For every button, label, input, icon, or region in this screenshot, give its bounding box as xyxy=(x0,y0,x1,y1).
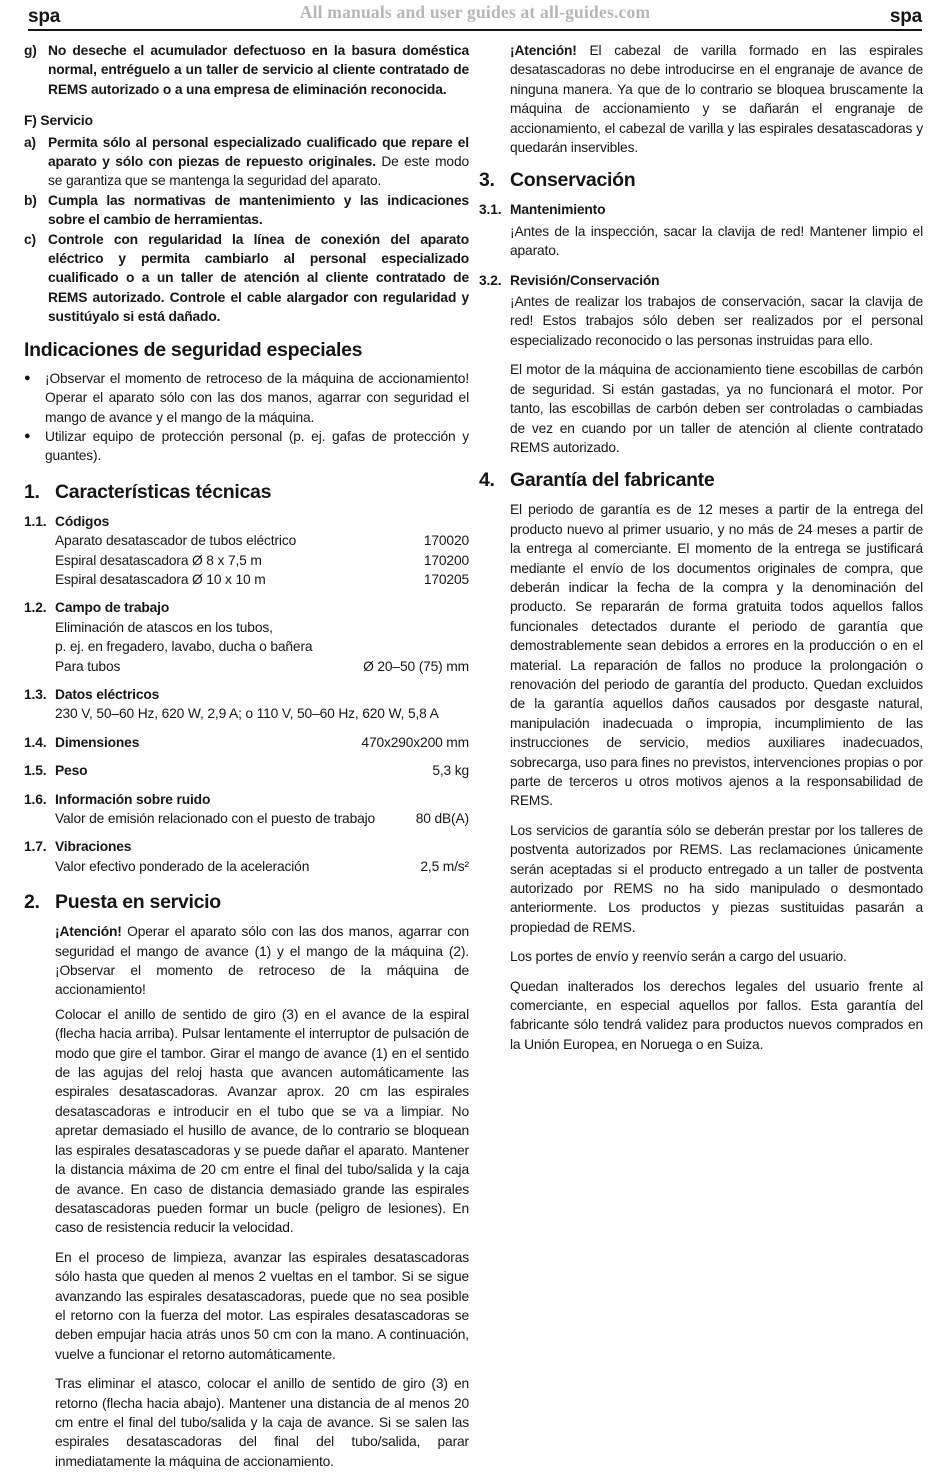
attention-paragraph: ¡Atención! El cabezal de varilla formado en las espirales desatascadoras no debe introducirse en el engranaje de avance de ninguna manera. Ya que de lo contrario se bloquea bruscamente la máquina de accionamiento y se dañarán el engranaje de accionamiento, el cabezal de varilla y las espirales desatascadoras y quedarán inservibles. xyxy=(510,43,923,156)
warranty-paragraph-3: Los portes de envío y reenvío serán a cargo del usuario. xyxy=(510,949,847,965)
bullet-icon: ● xyxy=(24,371,31,384)
subsection-1-1 xyxy=(24,512,469,590)
subsection-1-3 xyxy=(24,685,469,724)
row-value: Ø 20–50 (75) mm xyxy=(363,658,469,674)
work-range-line: Eliminación de atascos en los tubos, xyxy=(55,619,273,635)
section-number: 1. xyxy=(24,480,40,503)
subsection-1-2 xyxy=(24,598,469,676)
row-value: 2,5 m/s² xyxy=(420,858,469,874)
list-label: a) xyxy=(24,134,36,150)
code-row xyxy=(55,551,469,570)
list-text: Permita sólo al personal especializado cualificado que repare el aparato y sólo con piezas de repuesto originales. De este modo se garantiza que se mantenga la seguridad del aparato. xyxy=(48,134,469,189)
safety-bullet-1 xyxy=(24,369,469,427)
startup-paragraph-4: Tras eliminar el atasco, colocar el anillo de sentido de giro (3) en retorno (flecha hacia abajo). Mantener una distancia de al menos 20 cm entre el final del tubo/salida y la caja de avance. Si se salen las espirales desatascadoras del final del tubo/salida, parar inmediatamente la máquina de accionamiento. xyxy=(55,1376,469,1469)
row-label: Valor de emisión relacionado con el puesto de trabajo xyxy=(55,811,376,826)
warranty-paragraph-1: El periodo de garantía es de 12 meses a partir de la entrega del producto nuevo al primer usuario, y no más de 24 meses a partir de la entrega al comerciante. El momento de la entrega se justificará mediante el envío de los documentos originales de compra, que deberán indicar la fecha de la compra y la denominación del producto. Se repararán de forma gratuita todos aquellos fallos funcionales detectados durante el periodo de garantía que demostrablemente sean debidos a errores en la producción o en el material. La reparación de fallos no produce la prolongación o renovación del periodo de garantía del producto. Quedan excluidos de la garantía aquellos daños causados por desgaste natural, manipulación inadecuada o impropia, incumplimiento de las instrucciones de servicio, medios auxiliares inadecuados, sobrecarga, uso para fines no previstos, intervenciones propias o por parte de terceros u otros motivos ajenos a la responsabilidad de REMS. xyxy=(510,502,923,809)
subsection-heading: 1.7. Vibraciones xyxy=(24,839,132,855)
language-code-right: spa xyxy=(889,6,922,27)
subsection-heading: 1.4. Dimensiones 470x290x200 mm xyxy=(24,733,469,752)
code-value: 170205 xyxy=(423,571,469,587)
section-number: 2. xyxy=(24,891,40,914)
row-value: 80 dB(A) xyxy=(415,811,469,826)
startup-paragraph-2: Colocar el anillo de sentido de giro (3) en el avance de la espiral (flecha hacia arriba). Pulsar lentamente el interruptor de pulsación de modo que gire el tambor. Girar el mango de avance (1) en el sentido de las agujas del reloj hasta que avancen automáticamente las espirales desatascadoras. Avanzar aprox. 20 cm las espirales desatascadoras e introducir en el tubo que se va a limpiar. No apretar demasiado el husillo de avance, de lo contrario se bloquean las espirales desatascadoras y se puede dañar el aparato. Mantener la distancia máxima de 20 cm entre el final del tubo/salida y la caja de avance. En caso de distancia demasiado grande las espirales desatascadoras pueden formar un bucle (peligro de lesiones). En caso de resistencia reducir la velocidad. xyxy=(55,1006,469,1236)
section-number: 4. xyxy=(479,469,495,492)
startup-attention-paragraph: ¡Atención! Operar el aparato sólo con las dos manos, agarrar con seguridad el mango de avance (1) y el mango de la máquina (2). ¡Observar el momento de retroceso de la máquina de accionamiento! xyxy=(55,924,469,998)
bullet-text: Utilizar equipo de protección personal (p. ej. gafas de protección y guantes). xyxy=(45,428,469,464)
list-label: g) xyxy=(24,43,37,58)
revision-paragraph-1: ¡Antes de realizar los trabajos de conservación, sacar la clavija de red! Estos trabajos sólo deben ser realizados por el personal especializado reconocido o las personas instruidas para ello. xyxy=(510,294,923,348)
right-column xyxy=(479,41,923,1481)
noise-row xyxy=(55,809,469,828)
maintenance-paragraph: ¡Antes de la inspección, sacar la clavija de red! Mantener limpio el aparato. xyxy=(510,223,923,259)
subsection-3-1 xyxy=(479,200,923,260)
row-label: Para tubos xyxy=(55,658,121,674)
subsection-heading: 3.1. Mantenimiento xyxy=(479,202,606,218)
list-text: Controle con regularidad la línea de conexión del aparato eléctrico y permita cambiarlo al personal especializado cualificado o a un taller de atención al cliente contratado de REMS autorizado. Controle el cable alargador con regularidad y sustitúyalo si está dañado. xyxy=(48,231,469,325)
subsection-heading: 1.3. Datos eléctricos xyxy=(24,686,160,702)
warranty-paragraph-2: Los servicios de garantía sólo se deberán prestar por los talleres de postventa autorizados por REMS. Las reclamaciones únicamente serán aceptadas si el producto entregado a un taller de postventa autorizado por REMS no ha sido manipulado o desmontado anteriormente. Los productos y piezas sustituidas pasarán a propiedad de REMS. xyxy=(510,822,923,935)
revision-paragraph-2: El motor de la máquina de accionamiento tiene escobillas de carbón de seguridad. Si están gastadas, ya no funcionará el motor. Por tanto, las escobillas de carbón deben ser controladas o cambiadas de vez en cuando por un taller de atención al cliente contratado REMS autorizado. xyxy=(510,362,923,455)
section-1-heading xyxy=(24,481,469,504)
section-4-heading xyxy=(479,469,923,492)
safety-list-item-b xyxy=(24,191,469,230)
subsection-1-4 xyxy=(24,733,469,752)
special-safety-heading: Indicaciones de seguridad especiales xyxy=(24,338,363,361)
section-title: Garantía del fabricante xyxy=(510,469,715,492)
subsection-1-6 xyxy=(24,790,469,829)
warranty-paragraph-4: Quedan inalterados los derechos legales del usuario frente al comerciante, en especial aquellos por fallos. Esta garantía del fabricante sólo tendrá validez para productos nuevos comprados en la Unión Europea, en Noruega o en Suiza. xyxy=(510,978,923,1052)
safety-list-item-a xyxy=(24,133,469,191)
list-label: b) xyxy=(24,192,37,208)
list-label: c) xyxy=(24,231,36,247)
row-value: 470x290x200 mm xyxy=(361,734,469,750)
safety-list-item-c xyxy=(24,230,469,327)
subsection-heading: 3.2. Revisión/Conservación xyxy=(479,272,660,288)
code-label: Aparato desatascador de tubos eléctrico xyxy=(55,533,297,549)
bullet-text: ¡Observar el momento de retroceso de la máquina de accionamiento! Operar el aparato sólo con las dos manos, agarrar con seguridad el mango de avance y el mango de la máquina. xyxy=(45,370,469,425)
subsection-heading: 1.1. Códigos xyxy=(24,513,110,529)
electrical-data: 230 V, 50–60 Hz, 620 W, 2,9 A; o 110 V, 50–60 Hz, 620 W, 5,8 A xyxy=(55,706,439,722)
section-2-heading xyxy=(24,891,469,914)
work-range-line: p. ej. en fregadero, lavabo, ducha o bañera xyxy=(55,639,313,655)
section-number: 3. xyxy=(479,169,495,192)
safety-bullet-2 xyxy=(24,427,469,466)
two-column-layout xyxy=(24,41,923,1481)
code-label: Espiral desatascadora Ø 8 x 7,5 m xyxy=(55,552,262,568)
language-code-left: spa xyxy=(28,6,61,27)
startup-paragraph-3: En el proceso de limpieza, avanzar las espirales desatascadoras sólo hasta que queden al menos 2 vueltas en el tambor. Si se sigue avanzando las espirales desatascadoras, puede que no sea posible el retorno con la fuerza del motor. Las espirales desatascadoras se deben empujar hacia atrás unos 50 cm con la mano. A continuación, vuelve a funcionar el retorno automáticamente. xyxy=(55,1249,469,1362)
section-title: Conservación xyxy=(510,169,636,192)
code-row xyxy=(55,531,469,550)
section-3-heading xyxy=(479,169,923,192)
code-value: 170020 xyxy=(423,533,469,549)
section-title: Características técnicas xyxy=(55,480,272,503)
left-column xyxy=(24,41,469,1481)
header-rule xyxy=(28,29,922,31)
subsection-heading: 1.5. Peso 5,3 kg xyxy=(24,761,469,780)
subsection-heading: 1.6. Información sobre ruido xyxy=(24,791,211,807)
row-value: 5,3 kg xyxy=(432,763,469,779)
subsection-1-5 xyxy=(24,761,469,780)
service-heading: F) Servicio xyxy=(24,113,93,129)
code-row xyxy=(55,570,469,589)
code-label: Espiral desatascadora Ø 10 x 10 m xyxy=(55,571,266,587)
subsection-1-7 xyxy=(24,837,469,876)
safety-list-item-g xyxy=(24,41,469,99)
watermark-text: All manuals and user guides at all-guides.com xyxy=(299,2,651,22)
list-text: Cumpla las normativas de mantenimiento y las indicaciones sobre el cambio de herramientas. xyxy=(48,192,469,228)
section-title: Puesta en servicio xyxy=(55,891,221,914)
subsection-heading: 1.2. Campo de trabajo xyxy=(24,600,170,616)
row-label: Valor efectivo ponderado de la aceleración xyxy=(55,858,310,874)
subsection-3-2 xyxy=(479,271,923,458)
tube-size-row xyxy=(55,657,469,676)
vibration-row xyxy=(55,857,469,876)
list-text: No deseche el acumulador defectuoso en la basura doméstica normal, entréguelo a un taller de servicio al cliente contratado de REMS autorizado o a una empresa de eliminación reconocida. xyxy=(48,43,469,97)
bullet-icon: ● xyxy=(24,429,31,442)
code-value: 170200 xyxy=(423,552,469,568)
